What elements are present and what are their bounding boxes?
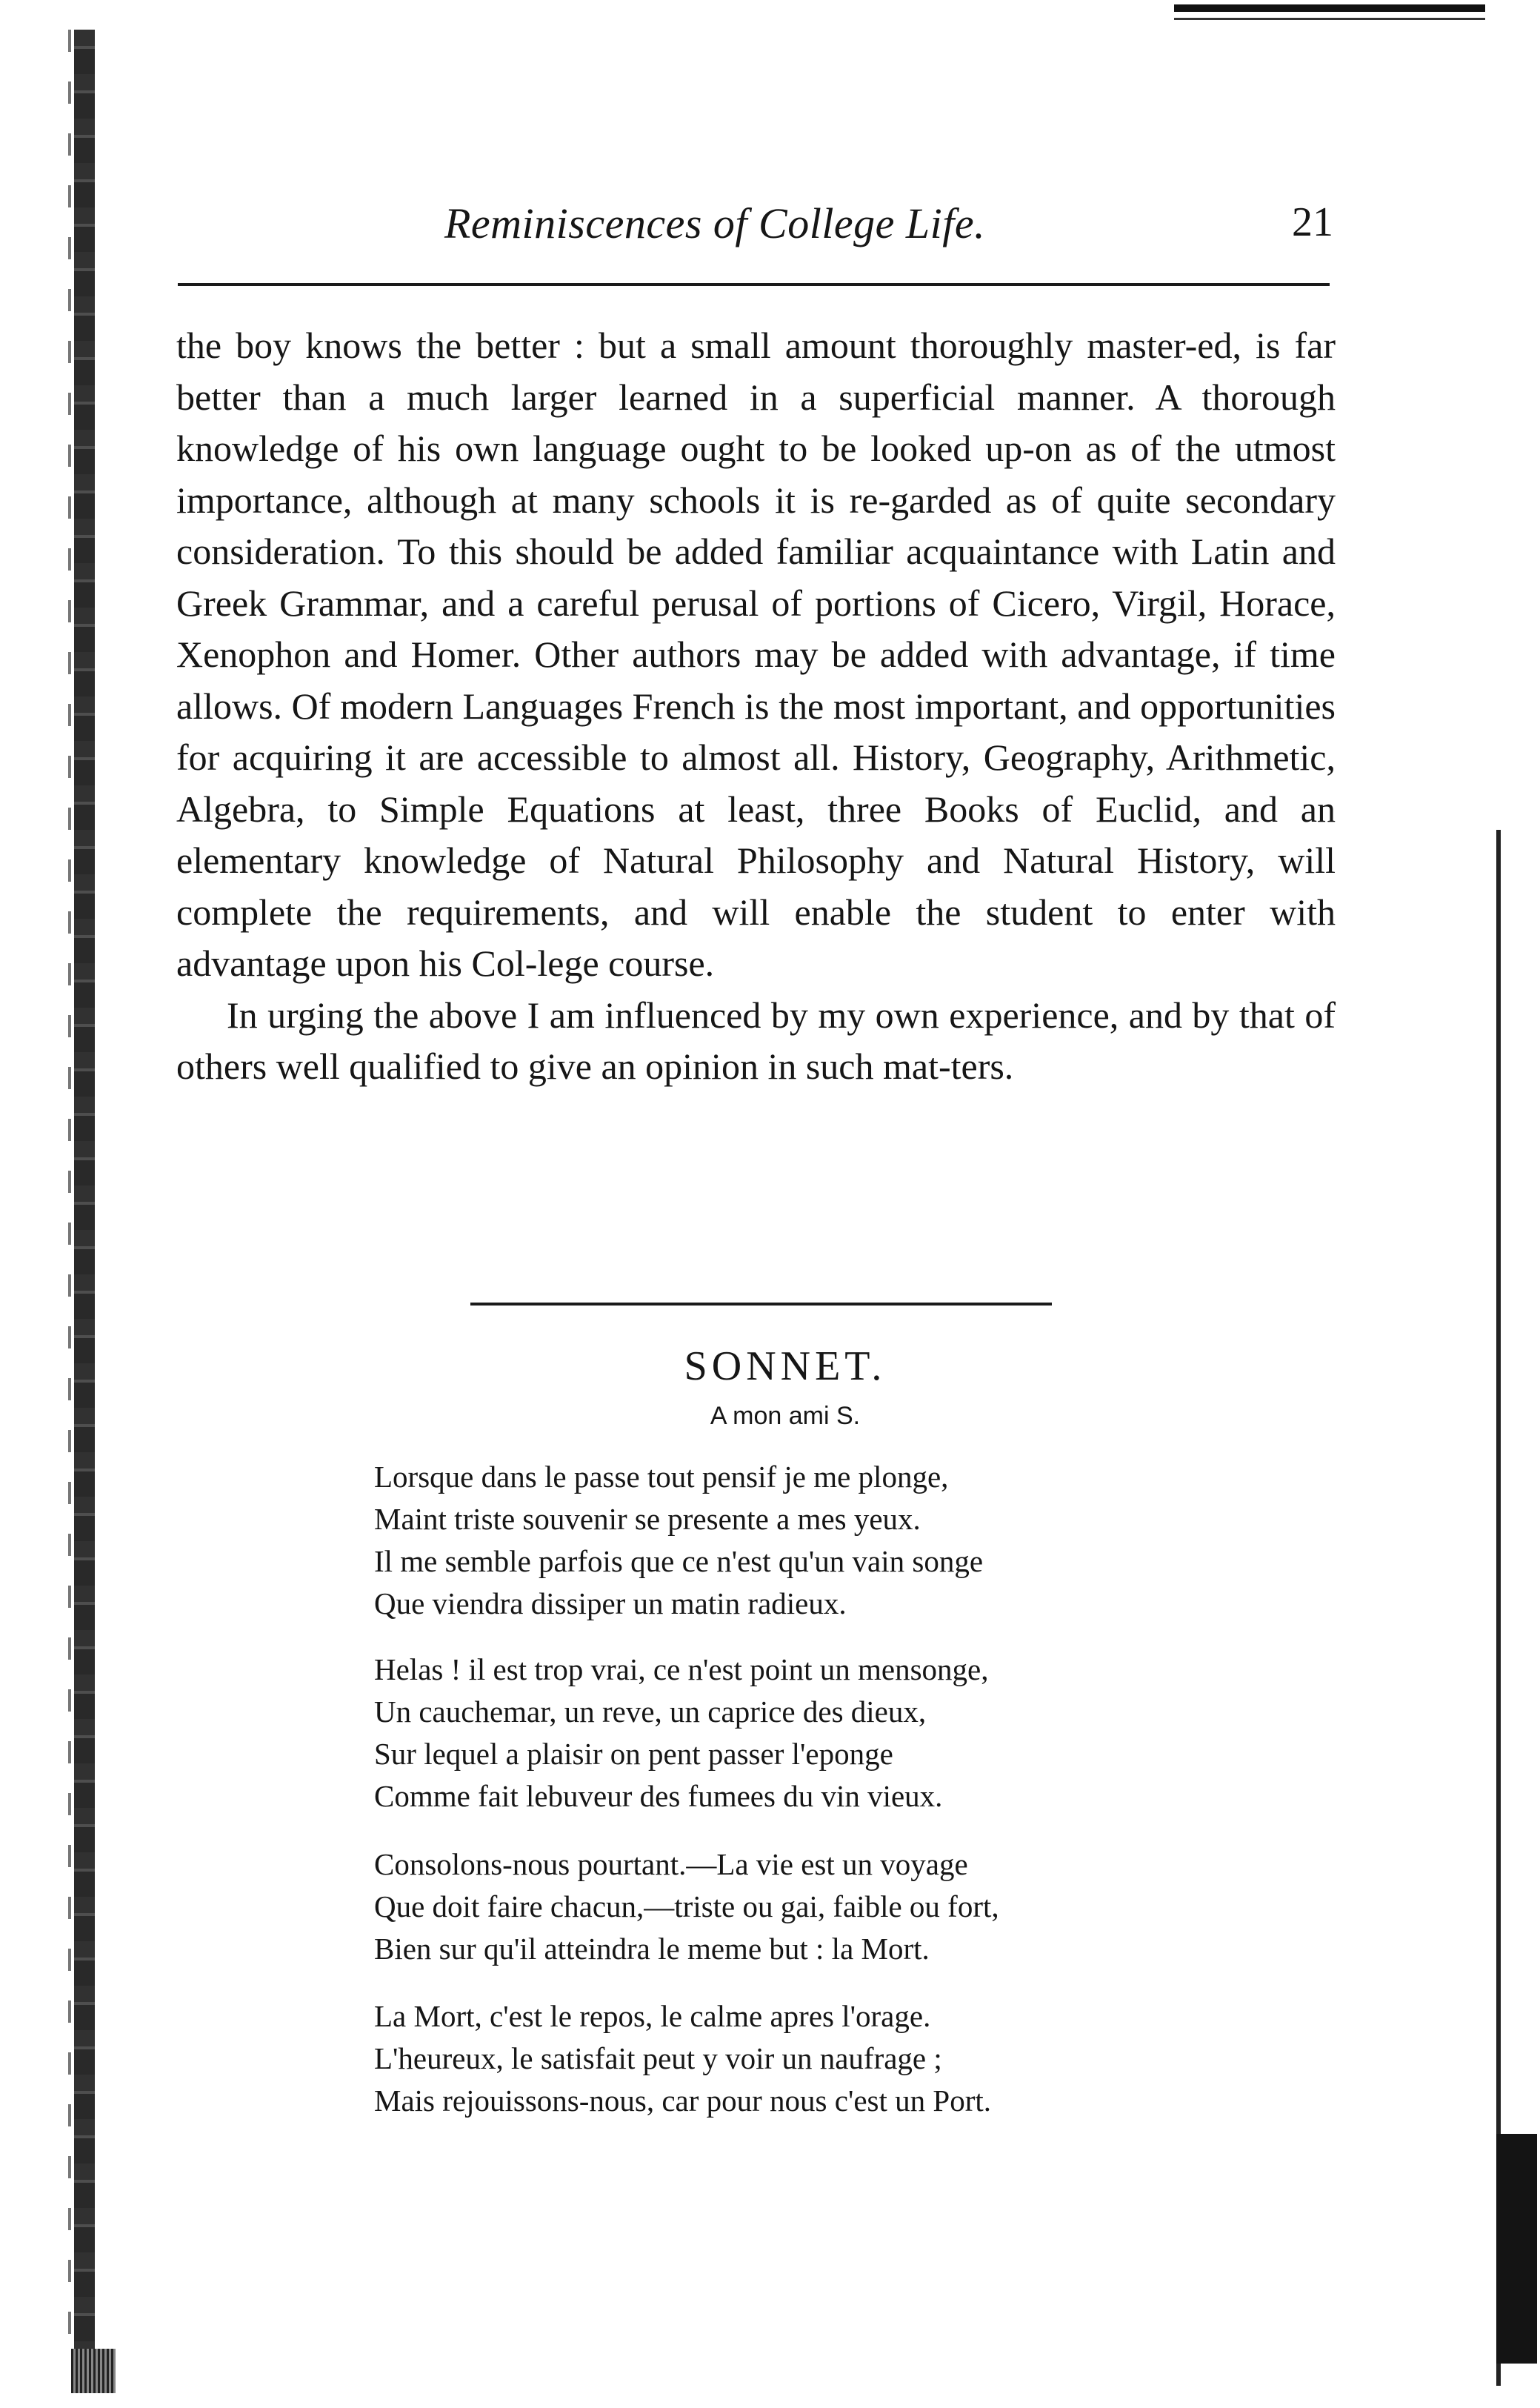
page-number: 21 — [1292, 199, 1333, 245]
stanza-1 — [374, 1456, 1263, 1625]
verse-line: Un cauchemar, un reve, un caprice des dieux, — [374, 1694, 927, 1729]
verse-line: Sur lequel a plaisir on pent passer l'eponge — [374, 1737, 893, 1771]
scan-edge-right-dark — [1496, 2134, 1537, 2364]
verse-line: Mais rejouissons-nous, car pour nous c'est un Port. — [374, 2083, 991, 2118]
section-divider — [470, 1303, 1052, 1306]
verse-line: Lorsque dans le passe tout pensif je me plonge, — [374, 1460, 949, 1494]
verse-line: L'heureux, le satisfait peut y voir un naufrage ; — [374, 2041, 942, 2075]
paragraph: In urging the above I am influenced by my own experience, and by that of others well qualified to give an opinion in such mat-ters. — [176, 994, 1336, 1087]
verse-line: Bien sur qu'il atteindra le meme but : la Mort. — [374, 1932, 930, 1966]
verse-line: Maint triste souvenir se presente a mes yeux. — [374, 1502, 921, 1536]
verse-line: Que doit faire chacun,—triste ou gai, faible ou fort, — [374, 1889, 999, 1923]
sonnet-dedication: A mon ami S. — [710, 1402, 861, 1430]
sonnet-title: SONNET. — [684, 1343, 887, 1389]
stanza-3 — [374, 1843, 1263, 1970]
scan-edge-top-thin — [1174, 18, 1485, 20]
binding-edge — [74, 30, 95, 2364]
verse-line: Comme fait lebuveur des fumees du vin vieux. — [374, 1779, 943, 1813]
verse-line: Que viendra dissiper un matin radieux. — [374, 1586, 847, 1620]
verse-line: La Mort, c'est le repos, le calme apres l'orage. — [374, 1999, 931, 2033]
verse-line: Il me semble parfois que ce n'est qu'un vain songe — [374, 1544, 984, 1578]
stanza-4 — [374, 1995, 1263, 2122]
binding-corner — [71, 2349, 116, 2393]
running-title: Reminiscences of College Life. — [444, 199, 986, 247]
running-header — [178, 199, 1348, 258]
scan-edge-top — [1174, 4, 1485, 12]
verse-line: Helas ! il est trop vrai, ce n'est point un mensonge, — [374, 1652, 989, 1686]
header-rule — [178, 283, 1330, 286]
binding-edge-shadow — [68, 30, 71, 2364]
body-text — [176, 320, 1336, 1093]
stanza-2 — [374, 1649, 1263, 1817]
paragraph: the boy knows the better : but a small amount thoroughly master-ed, is far better than a much larger learned in a superficial manner. A thorough knowledge of his own language ought to be looked up-on as of the utmost importance, although at many schools it is re-garded as of quite secondary consideration. To this should be added familiar acquaintance with Latin and Greek Grammar, and a careful perusal of portions of Cicero, Virgil, Horace, Xenophon and Homer. Other authors may be added with advantage, if time allows. Of modern Languages French is the most important, and opportunities for acquiring it are accessible to almost all. History, Geography, Arithmetic, Algebra, to Simple Equations at least, three Books of Euclid, and an elementary knowledge of Natural Philosophy and Natural History, will complete the requirements, and will enable the student to enter with advantage upon his Col-lege course. — [176, 325, 1336, 984]
verse-line: Consolons-nous pourtant.—La vie est un voyage — [374, 1847, 968, 1881]
